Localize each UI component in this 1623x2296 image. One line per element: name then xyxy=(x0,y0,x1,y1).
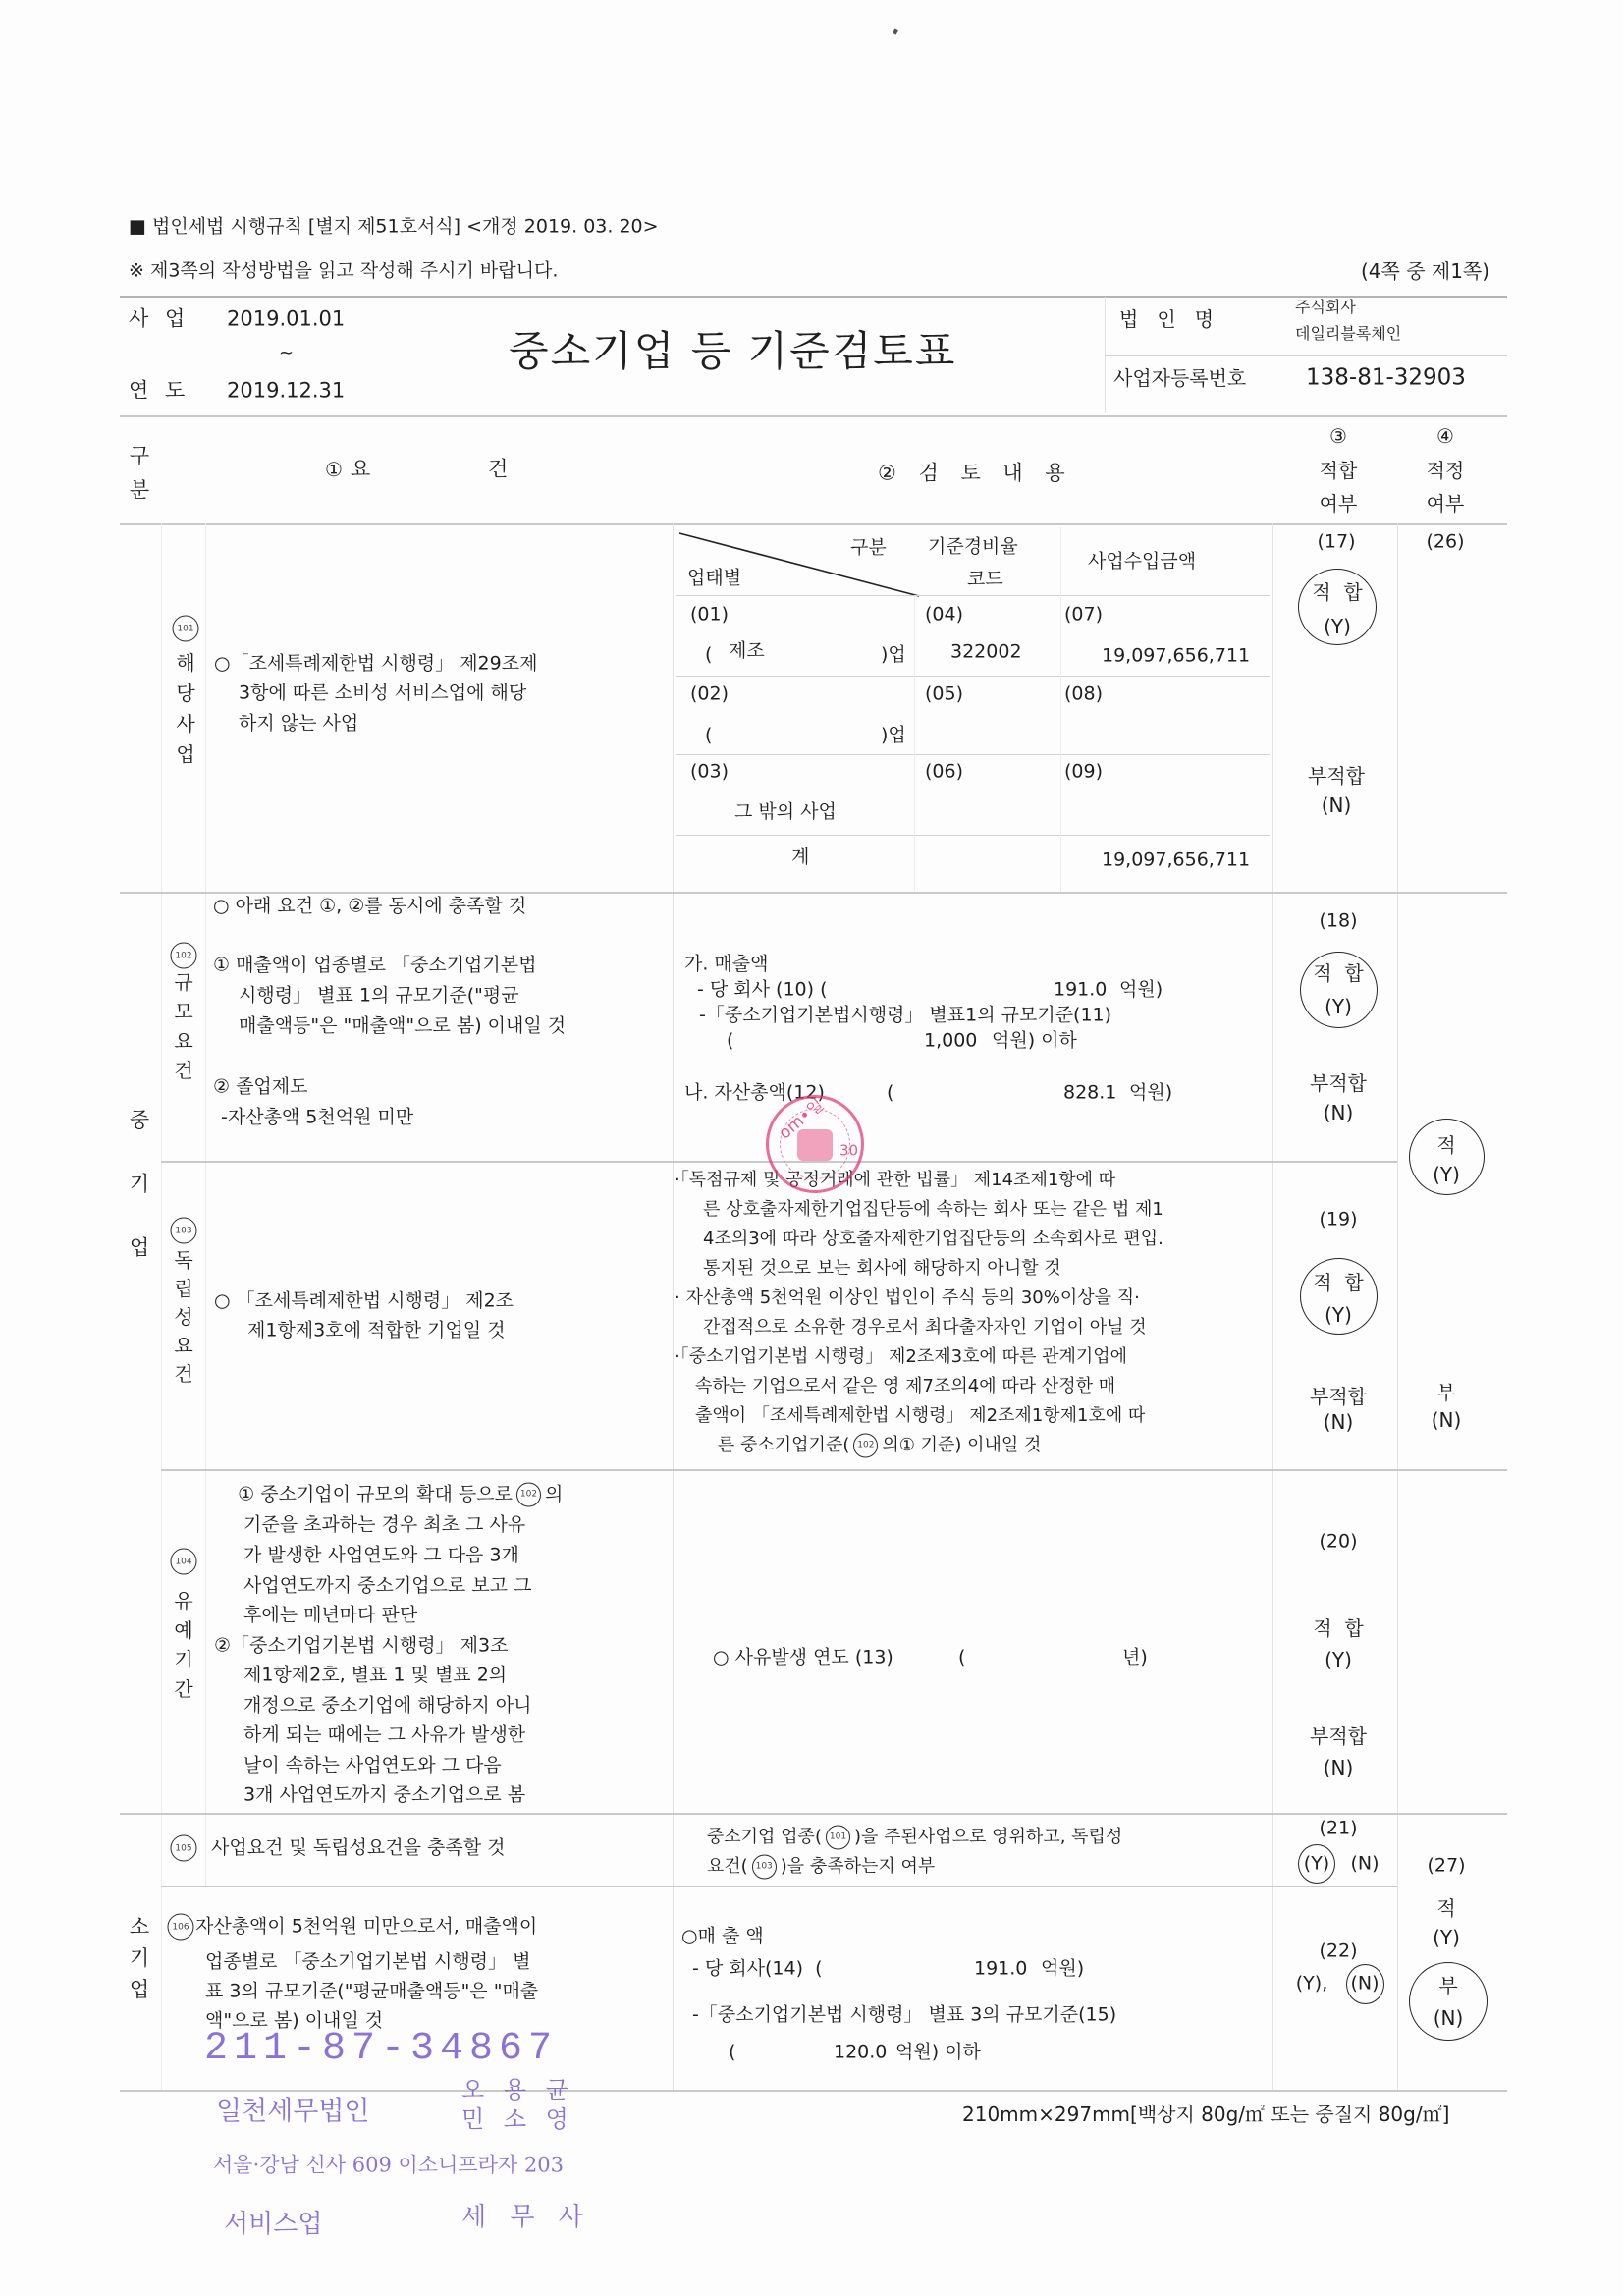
row2-amount-no: (08) xyxy=(1064,683,1104,705)
medium-proper-yes-code: (Y) xyxy=(1433,1163,1460,1186)
tax-firm-name-stamp: 일천세무법인 xyxy=(216,2096,370,2127)
s104-fit-yes-code: (Y) xyxy=(1325,1648,1352,1671)
representative-name-stamp: 민 소 영 xyxy=(461,2105,574,2133)
small-proper-no-code: (N) xyxy=(1433,2006,1464,2030)
s105-review-1-prefix: 중소기업 업종( xyxy=(706,1827,822,1847)
corp-name-line-1: 주식회사 xyxy=(1295,298,1356,316)
s101-fit-yes-label: 적 합 xyxy=(1312,580,1363,604)
col-header-requirement-num: ① xyxy=(325,458,343,481)
small-proper-no: (27) xyxy=(1427,1854,1466,1877)
col-header-code-1: 기준경비율 xyxy=(928,535,1018,558)
col-header-fit-label-1: 적합 xyxy=(1319,459,1358,482)
s101-fit-no: (17) xyxy=(1317,530,1356,553)
row1-code: 322002 xyxy=(950,640,1022,663)
inner-table-rule xyxy=(676,595,1270,596)
s105-review-2-suffix: )을 충족하는지 여부 xyxy=(780,1856,936,1877)
col-header-proper-label-2: 여부 xyxy=(1426,492,1465,516)
row3-type-no: (03) xyxy=(690,760,730,783)
s104-item2-line: ②「중소기업기본법 시행령」 제3조 xyxy=(214,1634,509,1657)
code-103-badge: 103 xyxy=(171,1218,197,1244)
s102-fit-no-code: (N) xyxy=(1323,1101,1354,1124)
group-label-small: 소기업 xyxy=(129,1915,150,2001)
s102-assets-open: ( xyxy=(887,1081,894,1104)
col-header-proper-num: ④ xyxy=(1436,424,1454,448)
s104-item2-line: 날이 속하는 사업연도와 그 다음 xyxy=(243,1754,502,1777)
s101-label: 해당사업 xyxy=(176,651,195,766)
code-104-badge: 104 xyxy=(171,1549,197,1575)
row3-code-no: (06) xyxy=(925,760,964,783)
form-title: 중소기업 등 기준검토표 xyxy=(509,327,957,375)
s102-standard-open: ( xyxy=(727,1029,734,1052)
s104-review-label: ○ 사유발생 연도 (13) xyxy=(713,1646,893,1668)
s103-fit-yes-label: 적 합 xyxy=(1313,1271,1364,1294)
period-start-date: 2019.01.01 xyxy=(227,306,346,331)
s106-company-label: - 당 회사(14) ( xyxy=(692,1957,823,1980)
s103-review-line-last xyxy=(695,1416,1041,1476)
medium-proper-yes-label: 적 xyxy=(1436,1133,1456,1157)
row1-code-no: (04) xyxy=(925,603,964,626)
small-proper-yes-label: 적 xyxy=(1436,1896,1456,1920)
s102-intro: ○ 아래 요건 ①, ②를 동시에 충족할 것 xyxy=(213,895,527,917)
grid-vline-2 xyxy=(205,523,206,1886)
s104-item2-line: 하게 되는 때에는 그 사유가 발생한 xyxy=(243,1723,526,1746)
row2-type-no: (02) xyxy=(690,683,730,705)
s102-item1-line: 매출액등"은 "매출액"으로 봄) 이내일 것 xyxy=(239,1014,567,1037)
s101-fit-yes-code: (Y) xyxy=(1324,615,1351,638)
s104-label: 유예기간 xyxy=(174,1589,193,1701)
code-103-inline-badge: 103 xyxy=(752,1855,777,1880)
col-header-fit-label-2: 여부 xyxy=(1319,492,1358,516)
s106-fit-yes-code: (Y), xyxy=(1295,1972,1328,1995)
col-header-division: 구분 xyxy=(850,536,887,559)
col-header-review: ② 검 토 내 용 xyxy=(878,461,1073,485)
col-header-category: 구분 xyxy=(129,444,150,502)
code-102-badge: 102 xyxy=(171,943,197,969)
s101-fit-no-code: (N) xyxy=(1321,793,1352,817)
s101-requirement-line: ○「조세특례제한법 시행령」 제29조제 xyxy=(214,652,538,675)
s103-fit-no: (19) xyxy=(1319,1208,1358,1230)
s103-fit-no-label: 부적합 xyxy=(1310,1385,1367,1408)
s104-fit-yes-label: 적 합 xyxy=(1313,1616,1364,1640)
s102-item1-line: ① 매출액이 업종별로 「중소기업기본법 xyxy=(213,954,537,976)
s105-fit-no: (21) xyxy=(1319,1817,1358,1839)
s104-review-unit: 년) xyxy=(1122,1646,1148,1668)
s103-review-line: ·「중소기업기본법 시행령」 제2조제3호에 따른 관계기업에 xyxy=(675,1346,1128,1367)
business-type-stamp: 서비스업 xyxy=(224,2210,323,2239)
total-amount: 19,097,656,711 xyxy=(1102,848,1251,871)
s102-sales-title: 가. 매출액 xyxy=(684,953,769,975)
s101-requirement-line: 3항에 따른 소비성 서비스업에 해당 xyxy=(239,682,527,704)
grid-vline-1 xyxy=(161,523,162,2090)
title-block-bottom-rule xyxy=(120,415,1507,417)
row2-open: ( xyxy=(705,724,713,746)
s104-item2-line: 3개 사업연도까지 중소기업으로 봄 xyxy=(243,1783,526,1806)
row3-biz-type: 그 밖의 사업 xyxy=(734,800,837,823)
row1-close: )업 xyxy=(881,643,906,666)
group-label-medium-char: 기 xyxy=(129,1172,150,1196)
row2-code-no: (05) xyxy=(925,683,964,705)
s104-fit-no-label: 부적합 xyxy=(1310,1724,1367,1748)
s106-company-value: 191.0 xyxy=(974,1957,1028,1980)
s105-review-2-prefix: 요건( xyxy=(706,1856,748,1877)
grid-vline-4 xyxy=(1272,523,1273,2090)
period-tilde: ~ xyxy=(279,343,295,363)
s102-fit-yes-code: (Y) xyxy=(1325,995,1352,1018)
s104-fit-no: (20) xyxy=(1319,1530,1358,1553)
s105-review-1-suffix: )을 주된사업으로 영위하고, 독립성 xyxy=(853,1827,1123,1847)
s102-label: 규모요건 xyxy=(174,970,193,1082)
grid-vline-3 xyxy=(673,523,674,2090)
s101-proper-no: (26) xyxy=(1426,530,1465,553)
s106-standard-unit: 억원) 이하 xyxy=(895,2041,981,2063)
form-instruction: ※ 제3쪽의 작성방법을 읽고 작성해 주시기 바랍니다. xyxy=(129,259,559,282)
title-block-mid-rule xyxy=(1105,355,1507,356)
code-102-inline-badge: 102 xyxy=(853,1434,878,1458)
s106-requirement-line: 액"으로 봄) 이내일 것 xyxy=(205,2009,384,2032)
s102-standard-label: -「중소기업기본법시행령」 별표1의 규모기준(11) xyxy=(699,1004,1112,1026)
s104-item2-line: 개정으로 중소기업에 해당하지 아니 xyxy=(243,1694,532,1717)
code-101-inline-badge: 101 xyxy=(826,1826,850,1850)
col-header-requirement-a: 요 xyxy=(351,457,371,481)
period-label-bottom: 연 도 xyxy=(129,378,190,403)
s106-standard-label: -「중소기업기본법 시행령」 별표 3의 규모기준(15) xyxy=(692,2003,1117,2026)
s104-item1-line: 기준을 초과하는 경우 최초 그 사유 xyxy=(243,1513,526,1536)
grid-vline-5 xyxy=(1397,523,1398,2090)
s102-assets-value: 828.1 xyxy=(1063,1081,1117,1104)
s103-review-line: 른 상호출자제한기업집단등에 속하는 회사 또는 같은 법 제1 xyxy=(703,1199,1163,1220)
col-header-requirement-b: 건 xyxy=(488,457,509,481)
s102-assets-unit: 억원) xyxy=(1129,1081,1173,1104)
s105-fit-no-code: (N) xyxy=(1350,1852,1380,1875)
s102-standard-value: 1,000 xyxy=(924,1029,978,1052)
page-indicator: (4쪽 중 제1쪽) xyxy=(1361,259,1490,283)
s106-fit-no: (22) xyxy=(1319,1940,1358,1962)
s106-standard-value: 120.0 xyxy=(834,2041,888,2063)
table-bottom-rule xyxy=(120,2090,1507,2092)
s105-review-line-2 xyxy=(684,1837,935,1897)
s102-standard-unit: 억원) 이하 xyxy=(992,1029,1077,1052)
header-row-bottom-rule xyxy=(120,523,1507,525)
s104-item1-line: 가 발생한 사업연도와 그 다음 3개 xyxy=(243,1544,519,1566)
row1-type-no: (01) xyxy=(690,603,730,626)
company-seal-center-mark xyxy=(797,1129,833,1161)
s102-item2-line: ② 졸업제도 xyxy=(213,1075,308,1098)
s103-review-line: 출액이 「조세특례제한법 시행령」 제2조제1항제1호에 따 xyxy=(695,1405,1146,1426)
small-proper-no-label: 부 xyxy=(1438,1974,1458,1997)
row2-close: )업 xyxy=(881,724,906,746)
row-header-biz-type: 업태별 xyxy=(687,567,742,589)
s103-review-line: ·「독점규제 및 공정거래에 관한 법률」 제14조제1항에 따 xyxy=(675,1170,1116,1190)
medium-proper-no-code: (N) xyxy=(1431,1408,1462,1432)
inner-table-rule xyxy=(676,676,1270,677)
group-label-medium-char: 업 xyxy=(129,1235,150,1260)
s106-requirement-line: 업종별로 「중소기업기본법 시행령」 별 xyxy=(205,1950,531,1973)
period-end-date: 2019.12.31 xyxy=(227,378,346,403)
s103-review-line: 통지된 것으로 보는 회사에 해당하지 아니할 것 xyxy=(703,1258,1061,1279)
s103-review-line: 4조의3에 따라 상호출자제한기업집단등의 소속회사로 편입. xyxy=(703,1229,1163,1249)
company-seal-text: 30 xyxy=(839,1141,859,1160)
s103-review-line: 속하는 기업으로서 같은 영 제7조의4에 따라 산정한 매 xyxy=(695,1376,1116,1396)
s103-requirement-line: 제1항제3호에 적합한 기업일 것 xyxy=(247,1319,506,1341)
s103-review-last-prefix: 른 중소기업기준( xyxy=(717,1435,850,1455)
s106-company-unit: 억원) xyxy=(1041,1957,1085,1980)
code-106-badge: 106 xyxy=(168,1914,194,1941)
inner-table-vline xyxy=(914,595,915,892)
s101-requirement-line: 하지 않는 사업 xyxy=(239,712,359,735)
s106-requirement-line: 표 3의 규모기준("평균매출액등"은 "매출 xyxy=(205,1980,539,2002)
s104-item1-suffix: 의 xyxy=(544,1483,564,1505)
s104-item2-line: 제1항제2호, 별표 1 및 별표 2의 xyxy=(243,1664,508,1686)
small-proper-yes-code: (Y) xyxy=(1433,1926,1460,1949)
col-header-fit-num: ③ xyxy=(1329,424,1347,448)
s101-fit-no-label: 부적합 xyxy=(1308,764,1365,788)
paper-spec-footer: 210mm×297mm[백상지 80g/㎡ 또는 중질지 80g/㎡] xyxy=(962,2103,1450,2126)
code-101-badge: 101 xyxy=(173,616,199,642)
biz-reg-number: 138-81-32903 xyxy=(1306,364,1466,391)
inner-table-rule xyxy=(676,754,1270,755)
s104-review-open: ( xyxy=(958,1646,966,1668)
corp-name-line-2: 데일리블록체인 xyxy=(1295,324,1402,343)
row1-open: ( xyxy=(705,643,713,666)
s105-fit-yes-code: (Y) xyxy=(1303,1852,1330,1875)
s103-fit-no-code: (N) xyxy=(1323,1410,1354,1434)
s102-company-value: 191.0 xyxy=(1054,978,1108,1001)
s102-fit-no: (18) xyxy=(1319,909,1358,932)
inner-table-rule xyxy=(676,835,1270,836)
s102-item1-line: 시행령」 별표 1의 규모기준("평균 xyxy=(239,984,519,1007)
period-label-top: 사 업 xyxy=(129,306,190,331)
biz-reg-label: 사업자등록번호 xyxy=(1113,366,1247,390)
s102-company-unit: 억원) xyxy=(1119,978,1163,1001)
s103-review-line: 간접적으로 소유한 경우로서 최다출자자인 기업이 아닐 것 xyxy=(703,1317,1147,1338)
scan-mark xyxy=(893,28,898,34)
row1-amount-no: (07) xyxy=(1064,603,1104,626)
form-regulation-header: ■ 법인세법 시행규칙 [별지 제51호서식] <개정 2019. 03. 20> xyxy=(129,215,659,238)
s102-fit-yes-label: 적 합 xyxy=(1313,961,1364,985)
s102-fit-no-label: 부적합 xyxy=(1310,1071,1367,1095)
tax-accountant-title-stamp: 세 무 사 xyxy=(461,2203,591,2232)
col-header-proper-label-1: 적정 xyxy=(1426,459,1465,482)
tax-firm-address-stamp: 서울·강남 신사 609 이소니프라자 203 xyxy=(213,2153,564,2177)
s106-standard-open: ( xyxy=(729,2041,736,2063)
total-label: 계 xyxy=(791,846,810,868)
corp-name-label: 법 인 명 xyxy=(1119,307,1215,331)
code-105-badge: 105 xyxy=(171,1835,197,1862)
s106-requirement-line: 자산총액이 5천억원 미만으로서, 매출액이 xyxy=(195,1915,538,1938)
s105-requirement: 사업요건 및 독립성요건을 충족할 것 xyxy=(211,1836,506,1859)
col-header-amount: 사업수입금액 xyxy=(1088,550,1197,573)
s104-item1-line: 사업연도까지 중소기업으로 보고 그 xyxy=(243,1574,532,1597)
row1-biz-type: 제조 xyxy=(729,639,765,662)
s104-item1-prefix: ① 중소기업이 규모의 확대 등으로 xyxy=(238,1483,513,1505)
s102-company-label: - 당 회사 (10) ( xyxy=(697,978,828,1001)
s104-fit-no-code: (N) xyxy=(1323,1756,1354,1779)
s103-label: 독립성요건 xyxy=(174,1248,193,1386)
s102-assets-label: 나. 자산총액(12) xyxy=(684,1081,825,1104)
group-label-medium-char: 중 xyxy=(129,1108,150,1132)
section-rule-101 xyxy=(120,892,1507,894)
medium-proper-no-label: 부 xyxy=(1436,1381,1456,1404)
s103-review-last-suffix: 의① 기준) 이내일 것 xyxy=(882,1435,1042,1455)
representative-name-stamp: 오 용 균 xyxy=(461,2076,574,2104)
code-102-inline-badge: 102 xyxy=(516,1483,541,1507)
s103-review-line: · 자산총액 5천억원 이상인 법인이 주식 등의 30%이상을 직· xyxy=(675,1287,1140,1308)
s102-item2-line: -자산총액 5천억원 미만 xyxy=(221,1106,414,1128)
s103-fit-yes-code: (Y) xyxy=(1325,1303,1352,1327)
agent-registration-number-stamp: 211-87-34867 xyxy=(204,2027,559,2071)
inner-table-vline xyxy=(1060,527,1061,892)
s106-sales-title: ○매 출 액 xyxy=(681,1925,764,1947)
s106-fit-no-code: (N) xyxy=(1350,1972,1380,1995)
row1-amount: 19,097,656,711 xyxy=(1102,644,1251,667)
row3-amount-no: (09) xyxy=(1064,760,1104,783)
s104-item1-line: 후에는 매년마다 판단 xyxy=(243,1604,418,1626)
s103-requirement-line: ○ 「조세특례제한법 시행령」 제2조 xyxy=(214,1289,514,1312)
company-seal-text: om•일 xyxy=(775,1094,829,1144)
col-header-code-2: 코드 xyxy=(967,568,1003,590)
